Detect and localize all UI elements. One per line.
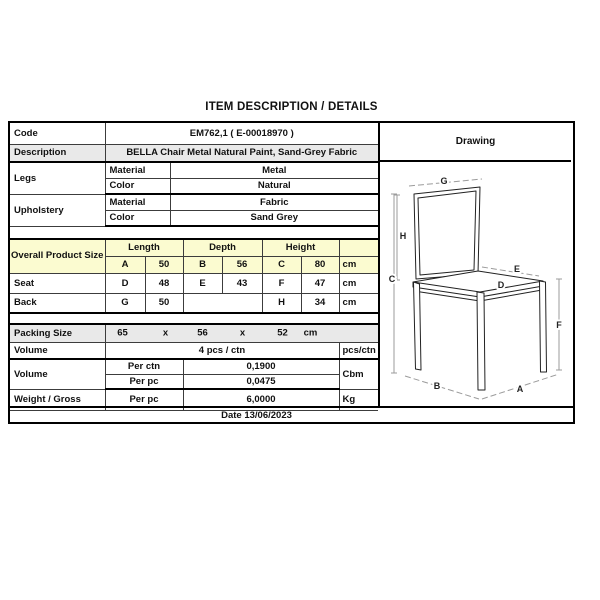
table-row <box>10 342 378 359</box>
seat-label: Seat <box>10 273 105 293</box>
dim-label-H: H <box>399 231 407 241</box>
table-row <box>10 239 378 256</box>
size-header-label: Overall Product Size <box>10 239 105 273</box>
length-header: Length <box>105 239 183 256</box>
description-label: Description <box>10 144 105 162</box>
chair-drawing <box>380 162 571 406</box>
packing-size-value <box>105 324 378 342</box>
packing-size-label: Packing Size <box>10 324 105 342</box>
table-row <box>10 324 378 342</box>
back-label: Back <box>10 293 105 313</box>
weight-label: Weight / Gross <box>10 389 105 410</box>
packing-sep: x <box>239 327 246 339</box>
dim-letter: D <box>105 273 145 293</box>
weight-per-pc-label: Per pc <box>105 389 183 410</box>
size-table <box>10 238 378 314</box>
dim-letter: H <box>262 293 301 313</box>
dim-label-A: A <box>516 384 524 394</box>
dim-letter: C <box>262 256 301 273</box>
dim-value: 50 <box>145 293 183 313</box>
chair-leg-right <box>540 281 547 372</box>
dim-label-F: F <box>556 320 562 330</box>
table-row <box>10 293 378 313</box>
empty-cell <box>183 293 262 313</box>
chair-leg-front <box>477 292 485 390</box>
upholstery-material-value: Fabric <box>170 194 378 210</box>
dim-label-B: B <box>433 381 441 391</box>
upholstery-material-label: Material <box>105 194 170 210</box>
dim-line-B <box>405 376 479 399</box>
upholstery-color-value: Sand Grey <box>170 210 378 226</box>
table-row <box>10 359 378 374</box>
dim-value: 50 <box>145 256 183 273</box>
packing-sep: x <box>162 327 169 339</box>
upholstery-label: Upholstery <box>10 194 105 226</box>
section-gap <box>10 314 378 323</box>
dim-letter: E <box>183 273 222 293</box>
table-row <box>10 194 378 210</box>
volume-cbm-label: Volume <box>10 359 105 389</box>
per-pc-value: 0,0475 <box>183 374 339 389</box>
code-label: Code <box>10 123 105 144</box>
date-row: Date 13/06/2023 <box>10 406 573 422</box>
table-row <box>10 162 378 178</box>
dim-label-G: G <box>440 176 448 186</box>
dim-value: 80 <box>301 256 339 273</box>
packing-dim: 56 <box>197 327 208 339</box>
weight-unit: Kg <box>339 389 378 410</box>
drawing-header: Drawing <box>380 123 571 162</box>
unit-header <box>339 239 378 256</box>
chair-backrest-inner <box>418 191 476 275</box>
table-row <box>10 273 378 293</box>
unit-cell: cm <box>339 256 378 273</box>
dim-value: 56 <box>222 256 262 273</box>
legs-label: Legs <box>10 162 105 194</box>
details-column <box>10 123 378 406</box>
dim-value: 43 <box>222 273 262 293</box>
volume-pcs-unit: pcs/ctn <box>339 342 378 359</box>
dim-letter: F <box>262 273 301 293</box>
volume-pcs-label: Volume <box>10 342 105 359</box>
legs-material-value: Metal <box>170 162 378 178</box>
table-row <box>10 144 378 162</box>
weight-value: 6,0000 <box>183 389 339 410</box>
unit-cell: cm <box>339 293 378 313</box>
dim-label-E: E <box>513 264 521 274</box>
packing-table <box>10 323 378 411</box>
dim-letter: B <box>183 256 222 273</box>
spec-table <box>8 121 575 424</box>
dim-value: 34 <box>301 293 339 313</box>
table-row <box>10 123 378 144</box>
section-gap <box>10 227 378 238</box>
dim-value: 48 <box>145 273 183 293</box>
packing-dim: 65 <box>117 327 128 339</box>
page-title: ITEM DESCRIPTION / DETAILS <box>205 101 378 113</box>
dim-letter: G <box>105 293 145 313</box>
volume-cbm-unit: Cbm <box>339 359 378 389</box>
dim-label-C: C <box>388 274 396 284</box>
legs-color-label: Color <box>105 178 170 194</box>
upholstery-color-label: Color <box>105 210 170 226</box>
per-ctn-label: Per ctn <box>105 359 183 374</box>
volume-pcs-value: 4 pcs / ctn <box>105 342 339 359</box>
dim-letter: A <box>105 256 145 273</box>
height-header: Height <box>262 239 339 256</box>
packing-dim: 52 <box>277 327 288 339</box>
drawing-panel <box>378 123 571 406</box>
depth-header: Depth <box>183 239 262 256</box>
legs-color-value: Natural <box>170 178 378 194</box>
per-ctn-value: 0,1900 <box>183 359 339 374</box>
unit-cell: cm <box>339 273 378 293</box>
packing-unit: cm <box>303 327 318 339</box>
legs-material-label: Material <box>105 162 170 178</box>
chair-leg-left <box>414 282 422 370</box>
per-pc-label: Per pc <box>105 374 183 389</box>
description-value: BELLA Chair Metal Natural Paint, Sand-Grey Fabric <box>105 144 378 162</box>
code-value: EM762,1 ( E-00018970 ) <box>105 123 378 144</box>
info-table <box>10 123 378 227</box>
dim-value: 47 <box>301 273 339 293</box>
dim-label-D: D <box>497 280 505 290</box>
